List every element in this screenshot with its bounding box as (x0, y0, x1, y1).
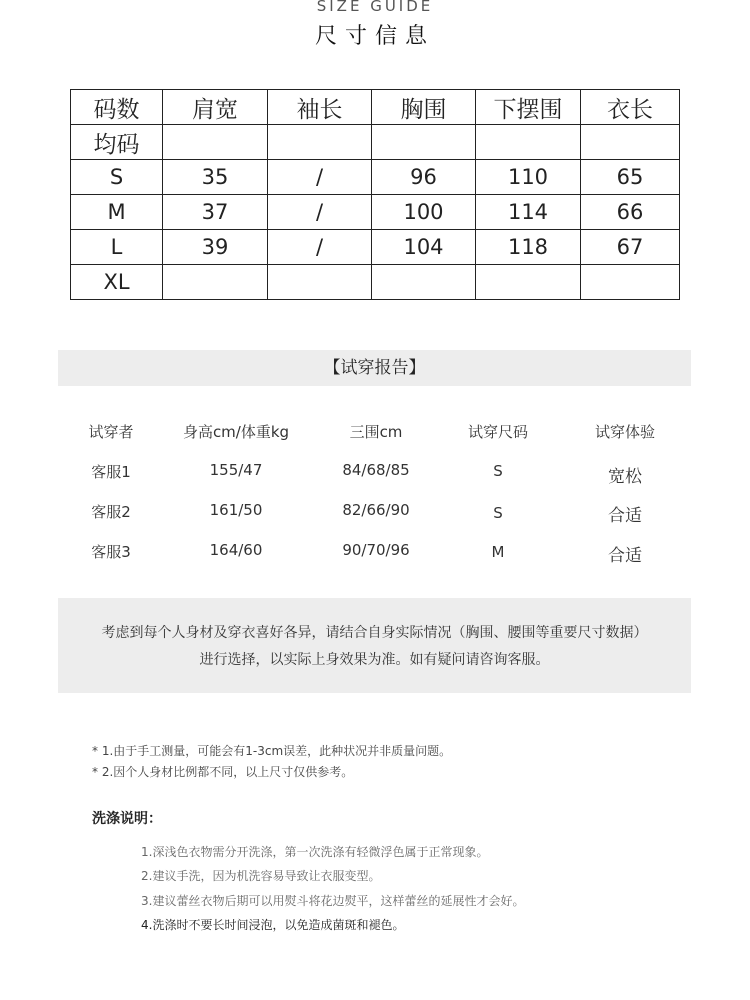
table-cell: 35 (163, 160, 268, 195)
fitting-report-table (58, 400, 691, 590)
size-label: L (71, 230, 163, 265)
table-cell: 67 (581, 230, 680, 265)
footnote-1: * 1.由于手工测量，可能会有1-3cm误差，此种状况并非质量问题。 (92, 744, 452, 758)
table-cell (372, 265, 476, 300)
table-cell (476, 125, 581, 160)
notice-line-2: 进行选择，以实际上身效果为准。如有疑问请咨询客服。 (199, 652, 550, 668)
size-table-header-row (71, 90, 680, 125)
table-cell (372, 125, 476, 160)
report-header-tester: 试穿者 (88, 423, 134, 441)
table-row (71, 230, 680, 265)
table-cell: / (268, 195, 372, 230)
size-label: M (71, 195, 163, 230)
report-cell: 90/70/96 (342, 541, 410, 559)
header-hem: 下摆围 (476, 90, 581, 125)
table-cell: 110 (476, 160, 581, 195)
wash-item-3: 3.建议蕾丝衣物后期可以用熨斗将花边熨平，这样蕾丝的延展性才会好。 (141, 894, 525, 908)
table-cell: 118 (476, 230, 581, 265)
size-label: 均码 (71, 125, 163, 160)
table-cell: 37 (163, 195, 268, 230)
report-cell: 155/47 (209, 461, 263, 479)
table-cell (163, 265, 268, 300)
report-cell: 客服2 (91, 503, 131, 521)
report-cell: 合适 (608, 546, 642, 566)
table-row (71, 125, 680, 160)
header-sleeve: 袖长 (268, 90, 372, 125)
report-cell: 合适 (608, 506, 642, 526)
header-size: 码数 (71, 90, 163, 125)
report-cell: 84/68/85 (342, 461, 410, 479)
table-cell: / (268, 160, 372, 195)
report-header-size: 试穿尺码 (467, 423, 528, 441)
size-label: S (71, 160, 163, 195)
table-cell: 39 (163, 230, 268, 265)
size-label: XL (71, 265, 163, 300)
report-cell: 宽松 (608, 467, 642, 487)
table-cell: 66 (581, 195, 680, 230)
size-table (70, 89, 680, 300)
table-row (71, 160, 680, 195)
table-cell (581, 265, 680, 300)
report-cell: 161/50 (209, 501, 263, 519)
size-guide-heading-zh: 尺寸信息 (314, 24, 435, 49)
header-length: 衣长 (581, 90, 680, 125)
report-cell: S (493, 504, 503, 522)
wash-item-4: 4.洗涤时不要长时间浸泡，以免造成菌斑和褪色。 (141, 918, 405, 932)
table-cell (163, 125, 268, 160)
table-row (71, 195, 680, 230)
table-cell: 114 (476, 195, 581, 230)
table-cell: 65 (581, 160, 680, 195)
report-header-height-weight: 身高cm/体重kg (182, 423, 290, 441)
notice-line-1: 考虑到每个人身材及穿衣喜好各异，请结合自身实际情况（胸围、腰围等重要尺寸数据） (101, 625, 648, 641)
report-header-measurements: 三围cm (349, 423, 403, 441)
header-shoulder: 肩宽 (163, 90, 268, 125)
report-cell: 164/60 (209, 541, 263, 559)
size-guide-heading-en: SIZE GUIDE (316, 0, 434, 15)
table-cell (581, 125, 680, 160)
report-cell: M (491, 543, 505, 561)
wash-instructions-title: 洗涤说明： (92, 811, 162, 827)
report-cell: 82/66/90 (342, 501, 410, 519)
fitting-report-title: 【试穿报告】 (58, 350, 691, 386)
notice-box (58, 598, 691, 693)
table-cell: 96 (372, 160, 476, 195)
table-cell: 100 (372, 195, 476, 230)
table-cell (268, 265, 372, 300)
table-cell (476, 265, 581, 300)
table-row (71, 265, 680, 300)
report-cell: 客服3 (91, 543, 131, 561)
table-cell: 104 (372, 230, 476, 265)
header-bust: 胸围 (372, 90, 476, 125)
report-cell: S (493, 462, 503, 480)
report-header-experience: 试穿体验 (594, 423, 655, 441)
wash-item-2: 2.建议手洗，因为机洗容易导致让衣服变型。 (141, 869, 381, 883)
table-cell: / (268, 230, 372, 265)
report-cell: 客服1 (91, 463, 131, 481)
table-cell (268, 125, 372, 160)
footnote-2: * 2.因个人身材比例都不同，以上尺寸仅供参考。 (92, 765, 354, 779)
wash-item-1: 1.深浅色衣物需分开洗涤，第一次洗涤有轻微浮色属于正常现象。 (141, 845, 489, 859)
